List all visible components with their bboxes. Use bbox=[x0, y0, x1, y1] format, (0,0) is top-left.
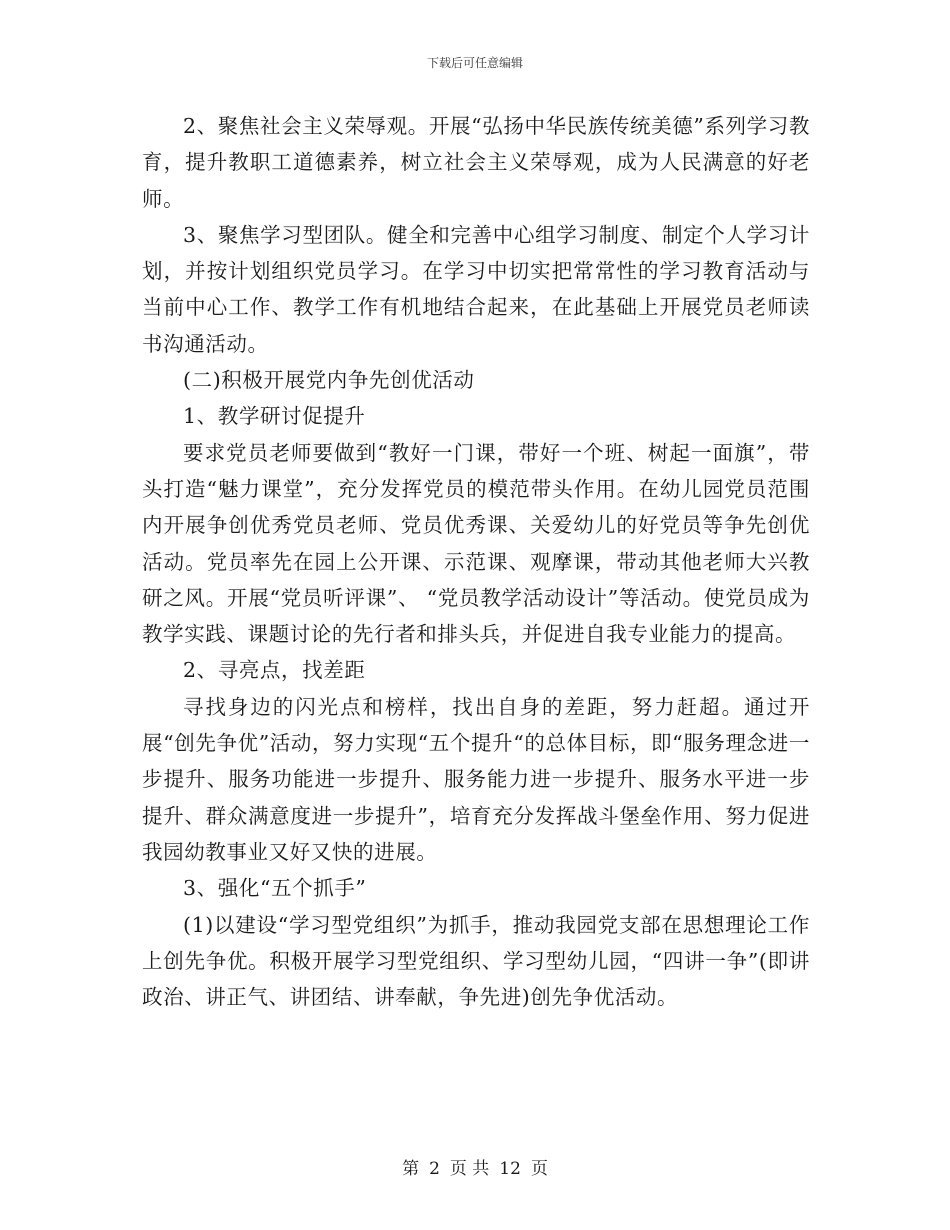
paragraph-1: 2、聚焦社会主义荣辱观。开展“弘扬中华民族传统美德”系列学习教育，提升教职工道德素养，树立社会主义荣辱观，成为人民满意的好老师。 bbox=[142, 114, 810, 211]
page-footer bbox=[0, 1154, 950, 1179]
page-prefix: 第 bbox=[402, 1159, 420, 1179]
paragraph-5: (1)以建设“学习型党组织”为抓手，推动我园党支部在思想理论工作上创先争优。积极开展学习型党组织、学习型幼儿园，“四讲一争”(即讲政治、讲正气、讲团结、讲奉献，争先进)创先争优活动。 bbox=[142, 912, 810, 1010]
page-total: 12 bbox=[499, 1159, 521, 1179]
page-suffix: 页 bbox=[530, 1159, 548, 1179]
document-body bbox=[142, 108, 810, 1015]
header-note: 下载后可任意编辑 bbox=[426, 56, 523, 70]
page-mid: 页 共 bbox=[449, 1159, 490, 1179]
paragraph-2: 3、聚焦学习型团队。健全和完善中心组学习制度、制定个人学习计划，并按计划组织党员学习。在学习中切实把常常性的学习教育活动与当前中心工作、教学工作有机地结合起来，在此基础上开展党员老师读书沟通活动。 bbox=[142, 222, 810, 356]
section-heading: (二)积极开展党内争先创优活动 bbox=[183, 368, 475, 393]
paragraph-3: 要求党员老师要做到“教好一门课，带好一个班、树起一面旗”，带头打造“魅力课堂”，充分发挥党员的模范带头作用。在幼儿园党员范围内开展争创优秀党员老师、党员优秀课、关爱幼儿的好党员等争先创优活动。党员率先在园上公开课、示范课、观摩课，带动其他老师大兴教研之风。开展“党员听评课”、 “党员教学活动设计”等活动。使党员成为教学实践、课题讨论的先行者和排头兵，并促进自我专业能力的提高。 bbox=[142, 440, 810, 647]
page-current: 2 bbox=[429, 1159, 440, 1179]
paragraph-4: 寻找身边的闪光点和榜样，找出自身的差距，努力赶超。通过开展“创先争优”活动，努力实现“五个提升“的总体目标，即“服务理念进一步提升、服务功能进一步提升、服务能力进一步提升、服务水平进一步提升、群众满意度进一步提升”，培育充分发挥战斗堡垒作用、努力促进我园幼教事业又好又快的进展。 bbox=[142, 694, 810, 864]
subheading-3: 3、强化“五个抓手” bbox=[183, 876, 367, 901]
subheading-2: 2、寻亮点，找差距 bbox=[183, 658, 366, 683]
subheading-1: 1、教学研讨促提升 bbox=[183, 404, 366, 429]
